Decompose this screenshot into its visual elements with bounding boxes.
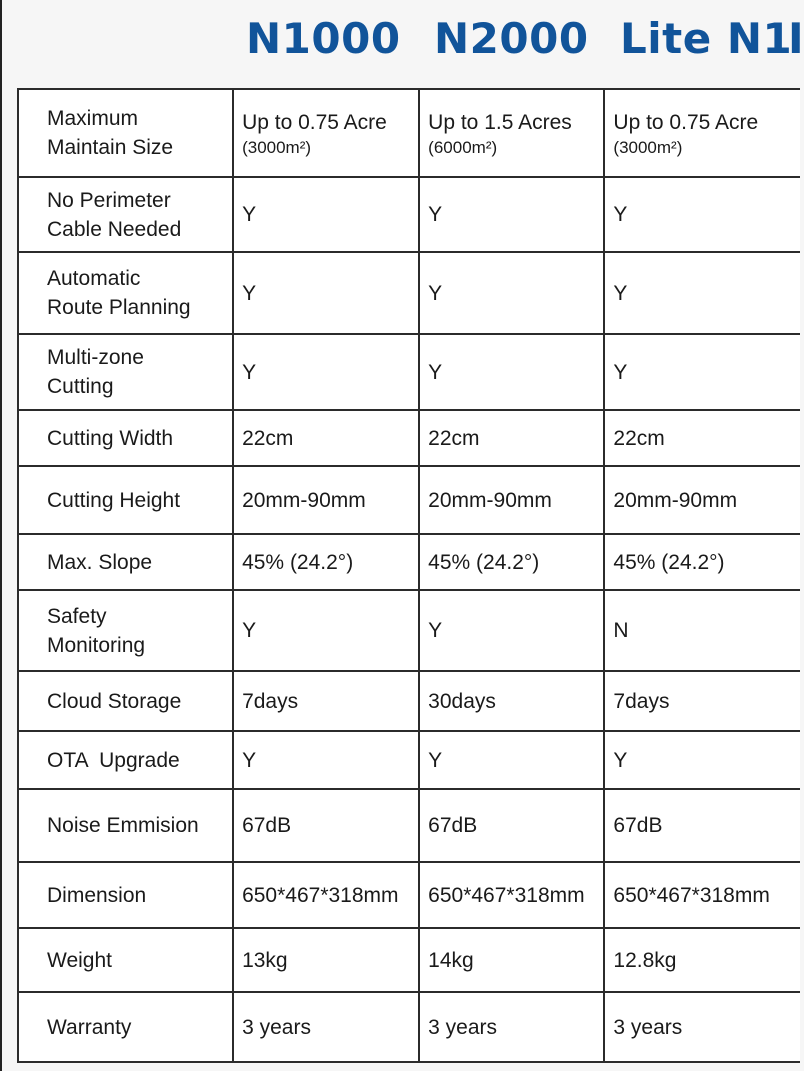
- cell-n1000: Y: [233, 252, 419, 334]
- cell-n2000: Y: [419, 252, 604, 334]
- spec-row-cloud-storage: [18, 671, 800, 731]
- cell-lite-n1: 12.8kg: [604, 928, 800, 992]
- cell-n2000: Y: [419, 177, 604, 252]
- cell-lite-n1: 7days: [604, 671, 800, 731]
- row-label-line: Route Planning: [47, 296, 191, 319]
- spec-row-safety-monitoring: [18, 590, 800, 671]
- cell-n2000: 3 years: [419, 992, 604, 1062]
- row-label-line: Cable Needed: [47, 217, 182, 241]
- spec-row-ota-upgrade: [18, 731, 800, 789]
- cell-n2000: 67dB: [419, 789, 604, 862]
- row-label-line: Multi-zone: [47, 346, 144, 369]
- row-label: Cutting Height: [18, 466, 233, 534]
- row-label: [18, 89, 233, 177]
- cell-lite-n1: 22cm: [604, 410, 800, 466]
- spec-row-maintain-size: [18, 89, 800, 177]
- cell-n2000: Y: [419, 731, 604, 789]
- cell-lite-n1: N: [604, 590, 800, 671]
- row-label-line: Safety: [47, 604, 107, 628]
- spec-row-warranty: [18, 992, 800, 1062]
- row-label: Noise Emmision: [18, 789, 233, 862]
- row-label-line: Monitoring: [47, 633, 146, 657]
- cell-n1000: 45% (24.2°): [233, 534, 419, 590]
- cell-n1000: 67dB: [233, 789, 419, 862]
- cell-n2000: 22cm: [419, 410, 604, 466]
- cell-lite-n1: Y: [604, 731, 800, 789]
- cell-lite-n1: Y: [604, 334, 800, 410]
- model-name-lite-n1: Lite N1: [620, 14, 793, 63]
- row-label: [18, 177, 233, 252]
- row-label-line: Automatic: [47, 267, 141, 290]
- cell-n2000: Y: [419, 334, 604, 410]
- cell-line: Up to 0.75 Acre: [613, 110, 759, 134]
- row-label: [18, 252, 233, 334]
- cell-lite-n1: 3 years: [604, 992, 800, 1062]
- cell-n1000: 20mm-90mm: [233, 466, 419, 534]
- row-label: Weight: [18, 928, 233, 992]
- cell-lite-n1: 20mm-90mm: [604, 466, 800, 534]
- row-label: [18, 590, 233, 671]
- row-label: [18, 334, 233, 410]
- model-name-n2000: N2000: [434, 14, 589, 63]
- model-header: [0, 0, 804, 88]
- spec-row-max-slope: [18, 534, 800, 590]
- cell-n2000: [419, 89, 604, 177]
- cell-line: Up to 0.75 Acre: [242, 110, 387, 134]
- cell-n1000: 7days: [233, 671, 419, 731]
- row-label: Cloud Storage: [18, 671, 233, 731]
- left-edge-line: [0, 0, 2, 1071]
- row-label-line: Cutting: [47, 375, 114, 398]
- cell-n1000: Y: [233, 177, 419, 252]
- cell-n1000: 22cm: [233, 410, 419, 466]
- cell-n1000: Y: [233, 731, 419, 789]
- cell-n1000: 3 years: [233, 992, 419, 1062]
- cell-n1000: Y: [233, 334, 419, 410]
- row-label: Cutting Width: [18, 410, 233, 466]
- spec-row-multi-zone: [18, 334, 800, 410]
- cell-n1000: 650*467*318mm: [233, 862, 419, 928]
- cell-n2000: 45% (24.2°): [419, 534, 604, 590]
- cell-n1000: 13kg: [233, 928, 419, 992]
- cell-lite-n1: Y: [604, 177, 800, 252]
- cell-subline: (3000m²): [242, 137, 312, 157]
- row-label-line: No Perimeter: [47, 188, 171, 212]
- spec-row-dimension: [18, 862, 800, 928]
- spec-row-route-planning: [18, 252, 800, 334]
- cell-n2000: Y: [419, 590, 604, 671]
- cell-line: Up to 1.5 Acres: [428, 110, 572, 134]
- cell-subline: (6000m²): [428, 137, 498, 157]
- cell-n2000: 14kg: [419, 928, 604, 992]
- row-label: Max. Slope: [18, 534, 233, 590]
- cell-lite-n1: Y: [604, 252, 800, 334]
- row-label: Dimension: [18, 862, 233, 928]
- cell-lite-n1: 650*467*318mm: [604, 862, 800, 928]
- spec-row-perimeter-cable: [18, 177, 800, 252]
- spec-table: [17, 88, 800, 1063]
- model-name-n1000: N1000: [246, 14, 401, 63]
- cell-lite-n1: [604, 89, 800, 177]
- cell-subline: (3000m²): [613, 137, 683, 157]
- cell-lite-n1: 67dB: [604, 789, 800, 862]
- row-label: OTA Upgrade: [18, 731, 233, 789]
- row-label: Warranty: [18, 992, 233, 1062]
- spec-row-noise: [18, 789, 800, 862]
- cell-n1000: [233, 89, 419, 177]
- cell-n2000: 650*467*318mm: [419, 862, 604, 928]
- cell-n2000: 30days: [419, 671, 604, 731]
- cell-n2000: 20mm-90mm: [419, 466, 604, 534]
- model-name-cutoff: I: [788, 14, 804, 63]
- row-label-line: Maintain Size: [47, 136, 174, 159]
- spec-row-weight: [18, 928, 800, 992]
- cell-lite-n1: 45% (24.2°): [604, 534, 800, 590]
- cell-n1000: Y: [233, 590, 419, 671]
- spec-row-cutting-width: [18, 410, 800, 466]
- spec-row-cutting-height: [18, 466, 800, 534]
- row-label-line: Maximum: [47, 107, 139, 130]
